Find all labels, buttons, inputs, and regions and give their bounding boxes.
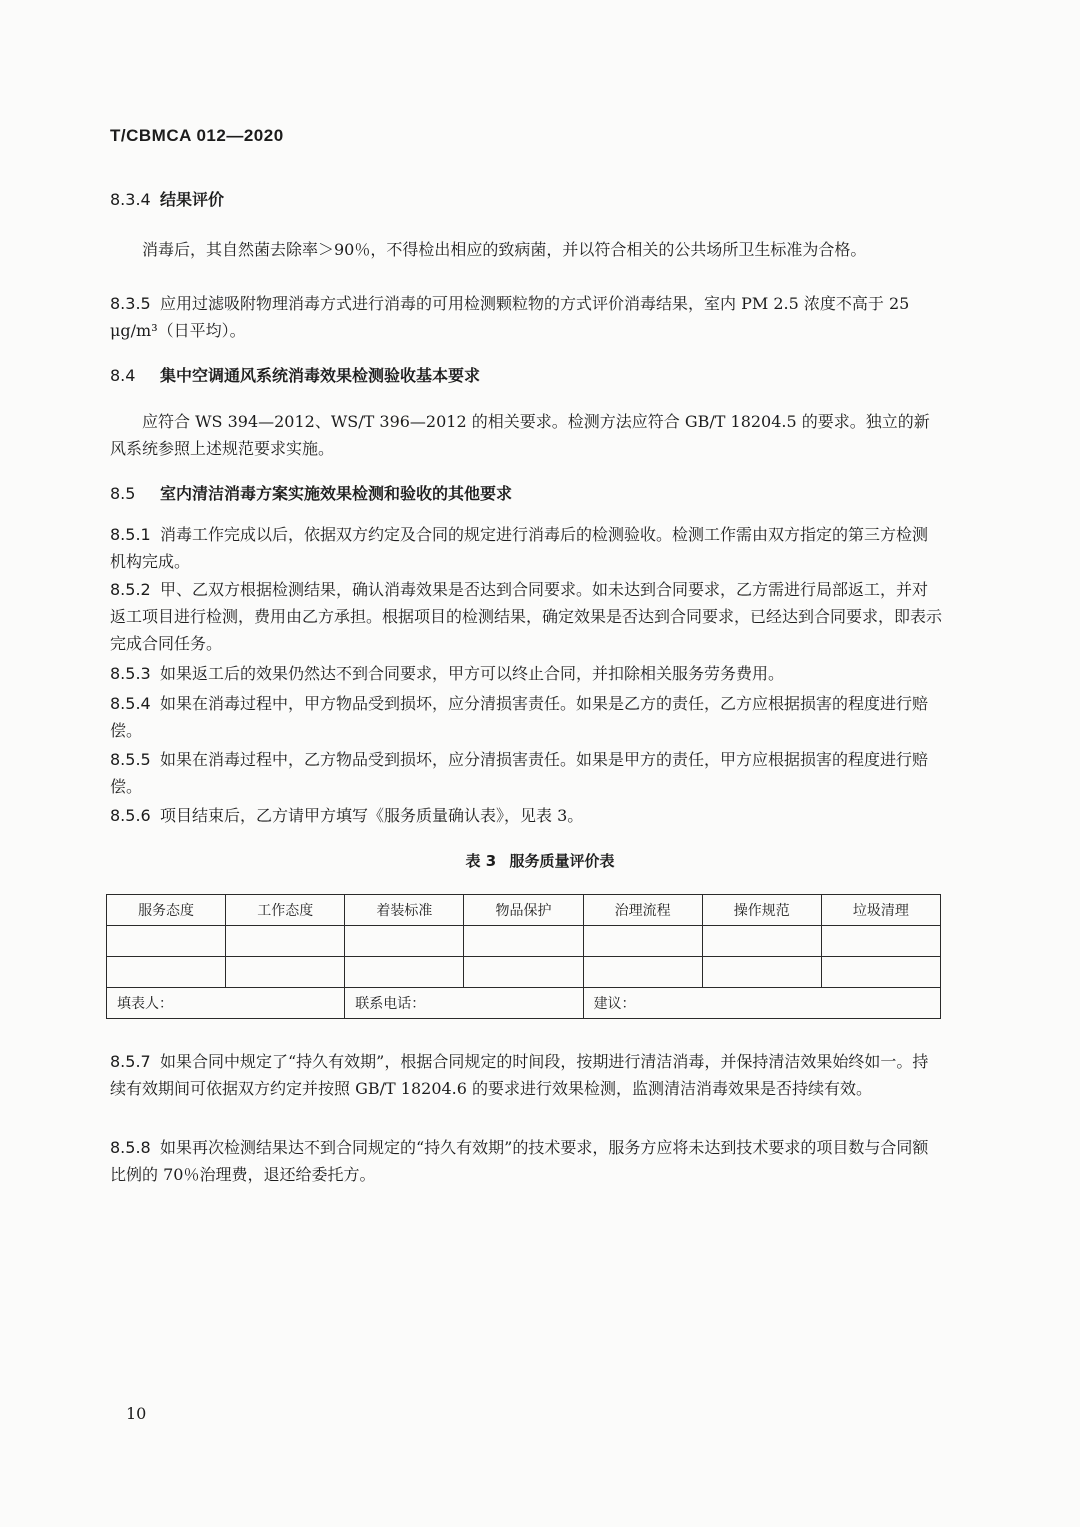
standard-header: T/CBMCA 012—2020: [110, 126, 284, 145]
clause-8-5-3: 8.5.3 如果返工后的效果仍然达不到合同要求，甲方可以终止合同，并扣除相关服务劳务费用。: [110, 664, 785, 683]
paragraph-8-4: 应符合 WS 394—2012、WS/T 396—2012 的相关要求。检测方法应符合 GB/T 18204.5 的要求。独立的新风系统参照上述规范要求实施。: [110, 412, 930, 458]
clause-8-5-1: 8.5.1 消毒工作完成以后，依据双方约定及合同的规定进行消毒后的检测验收。检测工作需由双方指定的第三方检测机构完成。: [110, 525, 929, 571]
table-cell: [583, 957, 702, 988]
paragraph-8-3-4: 消毒后，其自然菌去除率＞90％，不得检出相应的致病菌，并以符合相关的公共场所卫生标准为合格。: [142, 240, 867, 259]
table-caption-title: 服务质量评价表: [509, 852, 615, 870]
section-heading-8-4: 8.4 集中空调通风系统消毒效果检测验收基本要求: [110, 366, 481, 385]
table-cell: [107, 926, 226, 957]
table-caption-number: 表 3: [465, 852, 497, 870]
table-cell: [226, 926, 345, 957]
clause-8-5-4: 8.5.4 如果在消毒过程中，甲方物品受到损坏，应分清损害责任。如果是乙方的责任，乙方应根据损害的程度进行赔偿。: [110, 694, 929, 740]
table-caption: [0, 850, 1080, 871]
service-quality-table: [106, 894, 941, 1019]
table-row: [107, 957, 941, 988]
table-cell: [702, 926, 821, 957]
table-header-cell: 服务态度: [107, 895, 226, 926]
filler-cell: 填表人：: [107, 988, 345, 1019]
table-cell: [107, 957, 226, 988]
table-row: [107, 926, 941, 957]
table-header-cell: 物品保护: [464, 895, 583, 926]
table-footer-row: [107, 988, 941, 1019]
section-heading-8-5: 8.5 室内清洁消毒方案实施效果检测和验收的其他要求: [110, 484, 513, 503]
table-header-cell: 着装标准: [345, 895, 464, 926]
table-cell: [821, 957, 940, 988]
table-cell: [345, 957, 464, 988]
clause-8-5-2: 8.5.2 甲、乙双方根据检测结果，确认消毒效果是否达到合同要求。如未达到合同要求，乙方需进行局部返工，并对返工项目进行检测，费用由乙方承担。根据项目的检测结果，确定效果是否达到合同要求，已经达到合同要求，即表示完成合同任务。: [110, 580, 943, 653]
table-header-cell: 工作态度: [226, 895, 345, 926]
page-number: 10: [126, 1404, 147, 1423]
table-header-row: [107, 895, 941, 926]
table-cell: [345, 926, 464, 957]
table-cell: [583, 926, 702, 957]
clause-8-5-8: 8.5.8 如果再次检测结果达不到合同规定的“持久有效期”的技术要求，服务方应将未达到技术要求的项目数与合同额比例的 70％治理费，退还给委托方。: [110, 1138, 929, 1184]
table-header-cell: 垃圾清理: [821, 895, 940, 926]
section-heading-8-3-4: 8.3.4 结果评价: [110, 190, 225, 209]
clause-8-3-5: 8.3.5 应用过滤吸附物理消毒方式进行消毒的可用检测颗粒物的方式评价消毒结果，室内 PM 2.5 浓度不高于 25 μg/m³（日平均）。: [110, 294, 910, 340]
table-header-cell: 治理流程: [583, 895, 702, 926]
table-header-cell: 操作规范: [702, 895, 821, 926]
table-cell: [702, 957, 821, 988]
clause-8-5-7: 8.5.7 如果合同中规定了“持久有效期”，根据合同规定的时间段，按期进行清洁消毒，并保持清洁效果始终如一。持续有效期间可依据双方约定并按照 GB/T 18204.6 的要求进行效果检测，监测清洁消毒效果是否持续有效。: [110, 1052, 929, 1098]
table-cell: [821, 926, 940, 957]
phone-cell: 联系电话：: [345, 988, 583, 1019]
table-cell: [464, 957, 583, 988]
table-cell: [226, 957, 345, 988]
clause-8-5-6: 8.5.6 项目结束后，乙方请甲方填写《服务质量确认表》，见表 3。: [110, 806, 584, 825]
table-cell: [464, 926, 583, 957]
clause-8-5-5: 8.5.5 如果在消毒过程中，乙方物品受到损坏，应分清损害责任。如果是甲方的责任，甲方应根据损害的程度进行赔偿。: [110, 750, 929, 796]
suggestion-cell: 建议：: [583, 988, 940, 1019]
